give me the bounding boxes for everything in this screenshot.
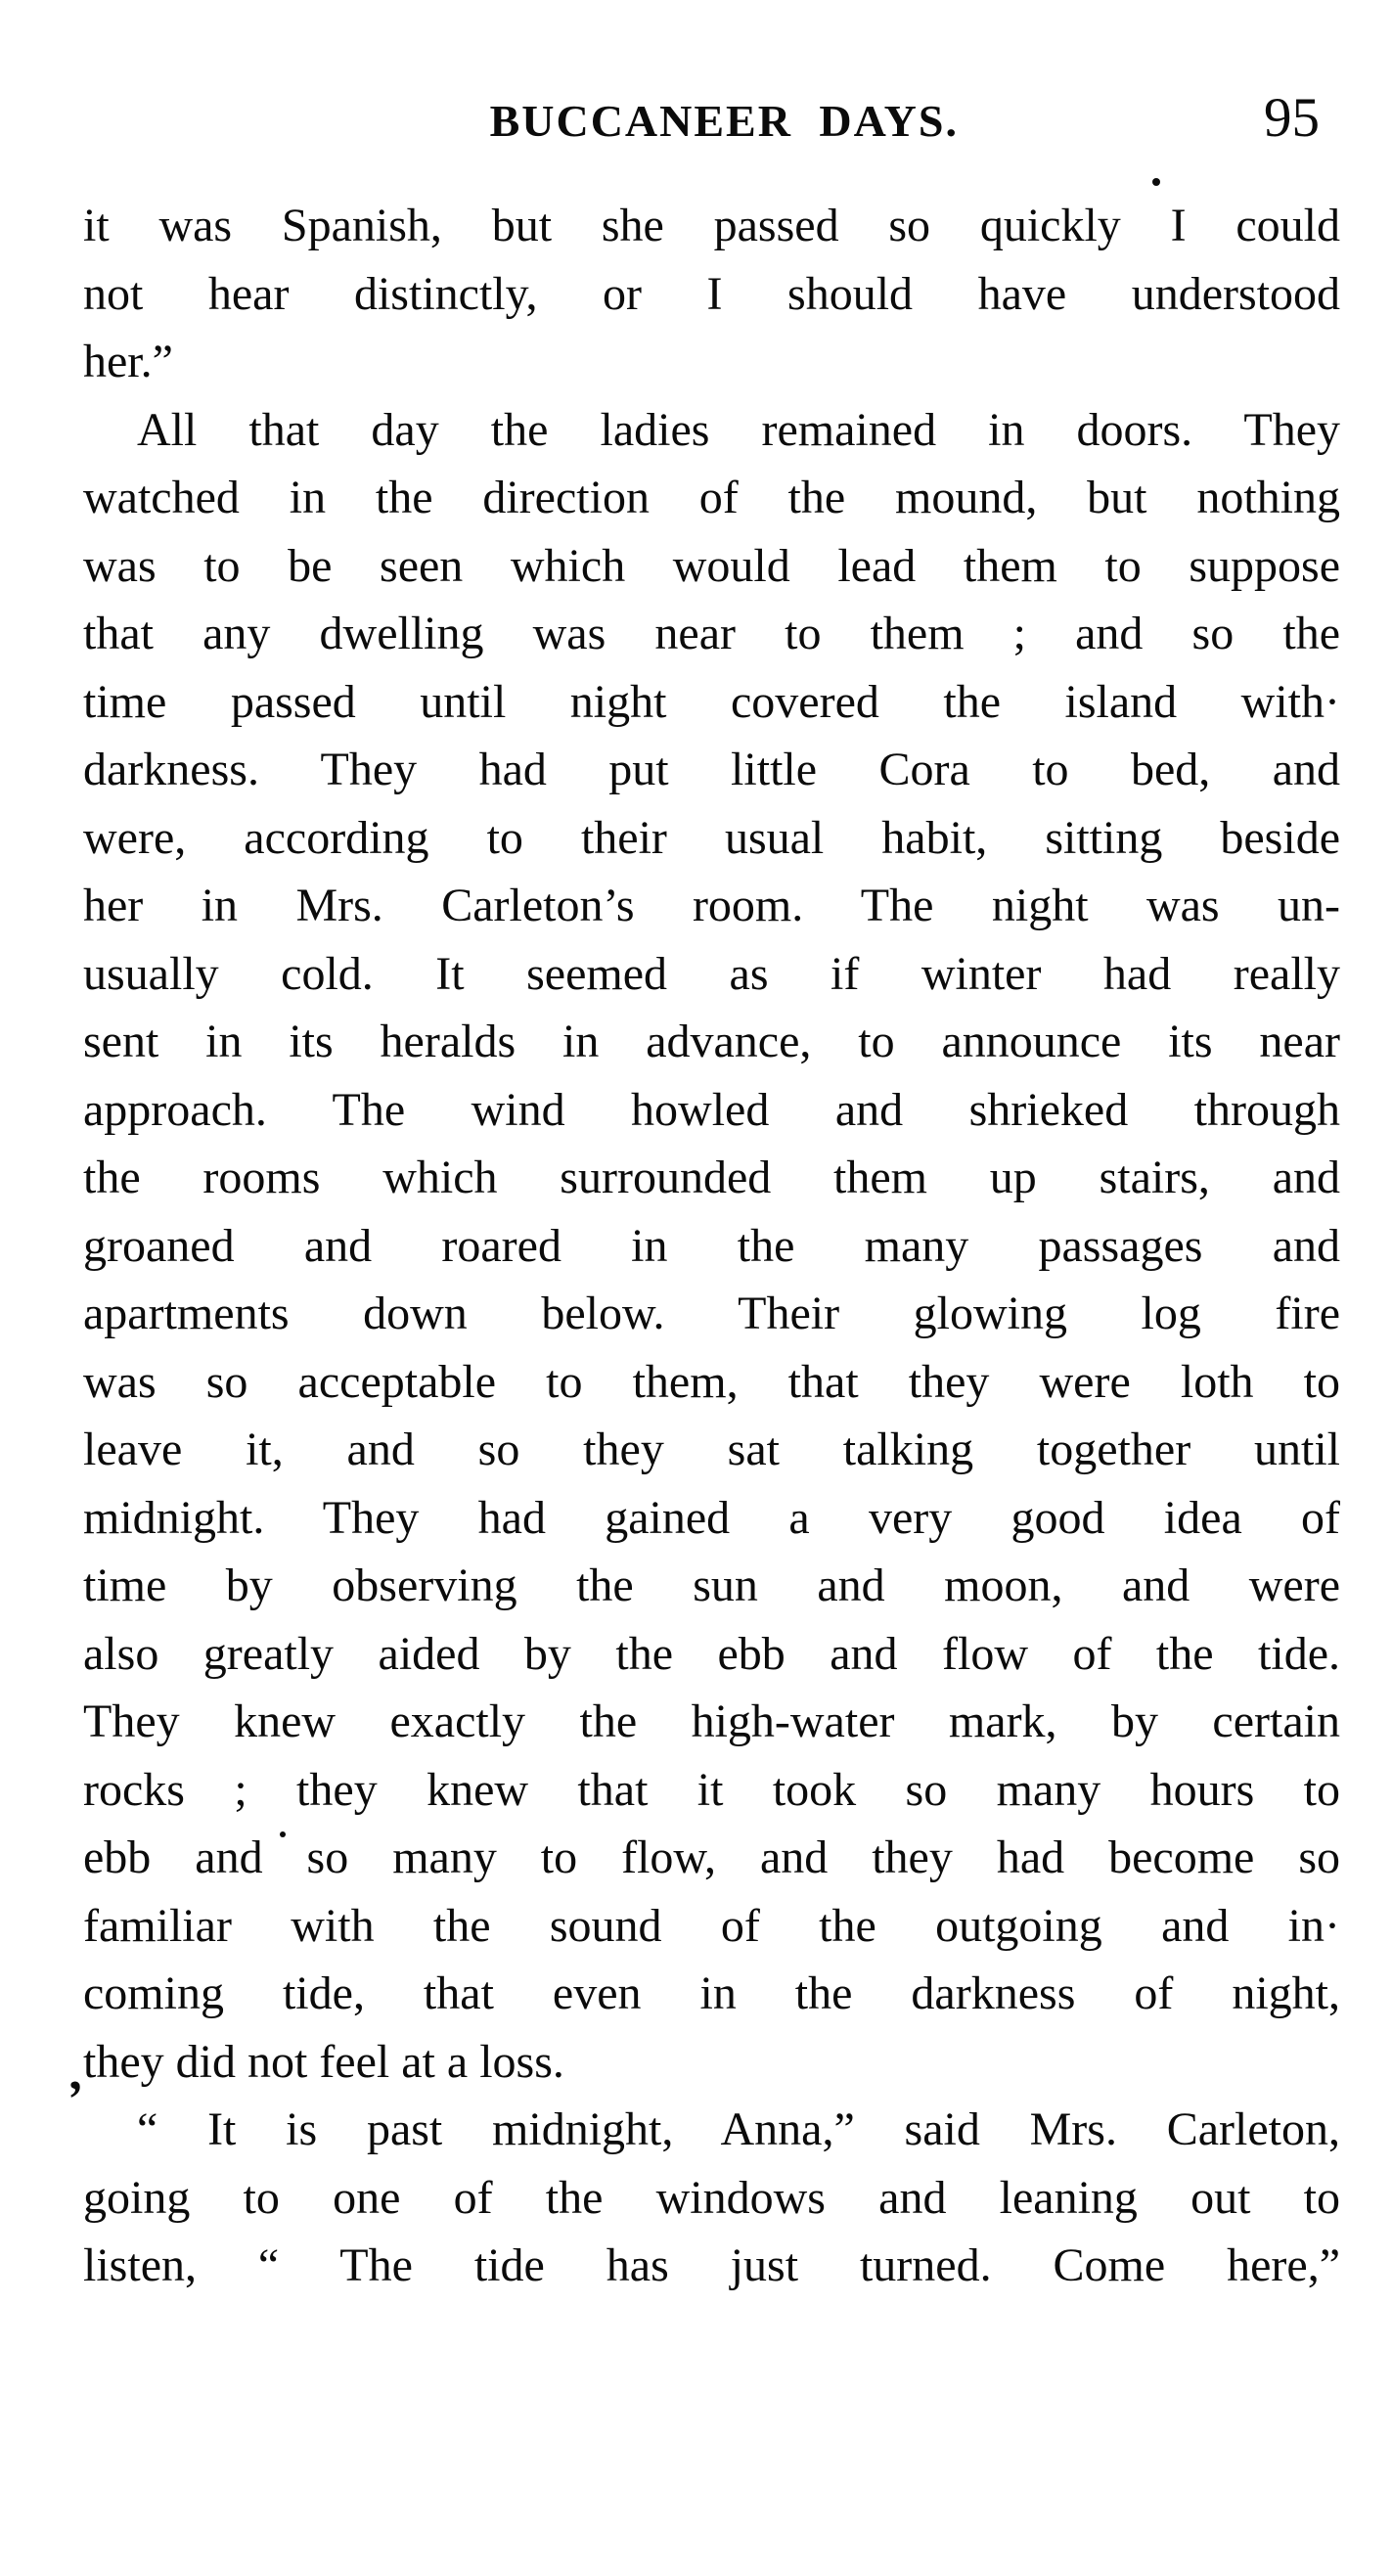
text-line: All that day the ladies remained in doors. They	[137, 403, 1340, 456]
text-line: leave it, and so they sat talking together until	[83, 1424, 1340, 1475]
text-line: midnight. They had gained a very good idea of	[83, 1491, 1340, 1544]
text-line: coming tide, that even in the darkness of night,	[83, 1967, 1340, 2019]
text-line: sent in its heralds in advance, to announce its near	[83, 1016, 1340, 1067]
text-line: apartments down below. Their glowing log fire	[83, 1288, 1340, 1339]
text-line: “ It is past midnight, Anna,” said Mrs. Carleton,	[137, 2103, 1340, 2155]
text-line: also greatly aided by the ebb and flow of the tide.	[83, 1627, 1340, 1680]
text-line: watched in the direction of the mound, but nothing	[83, 472, 1340, 523]
ink-mark: ’	[65, 2070, 90, 2128]
text-line: rocks ; they knew that it took so many hours to	[83, 1763, 1340, 1816]
text-line: familiar with the sound of the outgoing and in·	[83, 1899, 1340, 1952]
text-line: ebb and so many to flow, and they had become so	[83, 1831, 1340, 1883]
text-line: were, according to their usual habit, sitting beside	[83, 811, 1340, 864]
page-number: 95	[1264, 87, 1320, 149]
text-line: they did not feel at a loss.	[83, 2035, 564, 2088]
text-line: listen, “ The tide has just turned. Come here,”	[83, 2239, 1340, 2291]
text-line: approach. The wind howled and shrieked through	[83, 1083, 1340, 1136]
running-head	[0, 87, 1392, 151]
text-line: was to be seen which would lead them to suppose	[83, 539, 1340, 592]
text-block	[83, 192, 1340, 2300]
text-line: going to one of the windows and leaning out to	[83, 2171, 1340, 2224]
text-line: time by observing the sun and moon, and were	[83, 1559, 1340, 1611]
text-line: They knew exactly the high-water mark, by certain	[83, 1695, 1340, 1747]
text-line: not hear distinctly, or I should have understood	[83, 267, 1340, 320]
text-line: her in Mrs. Carleton’s room. The night was un-	[83, 880, 1340, 931]
text-line: usually cold. It seemed as if winter had really	[83, 947, 1340, 1000]
text-line: it was Spanish, but she passed so quickly I could	[83, 200, 1340, 251]
text-line: was so acceptable to them, that they were loth to	[83, 1355, 1340, 1408]
ink-speck	[1152, 178, 1160, 186]
text-line: that any dwelling was near to them ; and so the	[83, 608, 1340, 659]
text-line: her.”	[83, 336, 173, 387]
text-line: groaned and roared in the many passages and	[83, 1219, 1340, 1272]
text-line: time passed until night covered the island with·	[83, 675, 1340, 728]
text-line: the rooms which surrounded them up stairs, and	[83, 1152, 1340, 1203]
text-line: darkness. They had put little Cora to bed, and	[83, 744, 1340, 795]
page-title: BUCCANEER DAYS.	[489, 96, 959, 146]
